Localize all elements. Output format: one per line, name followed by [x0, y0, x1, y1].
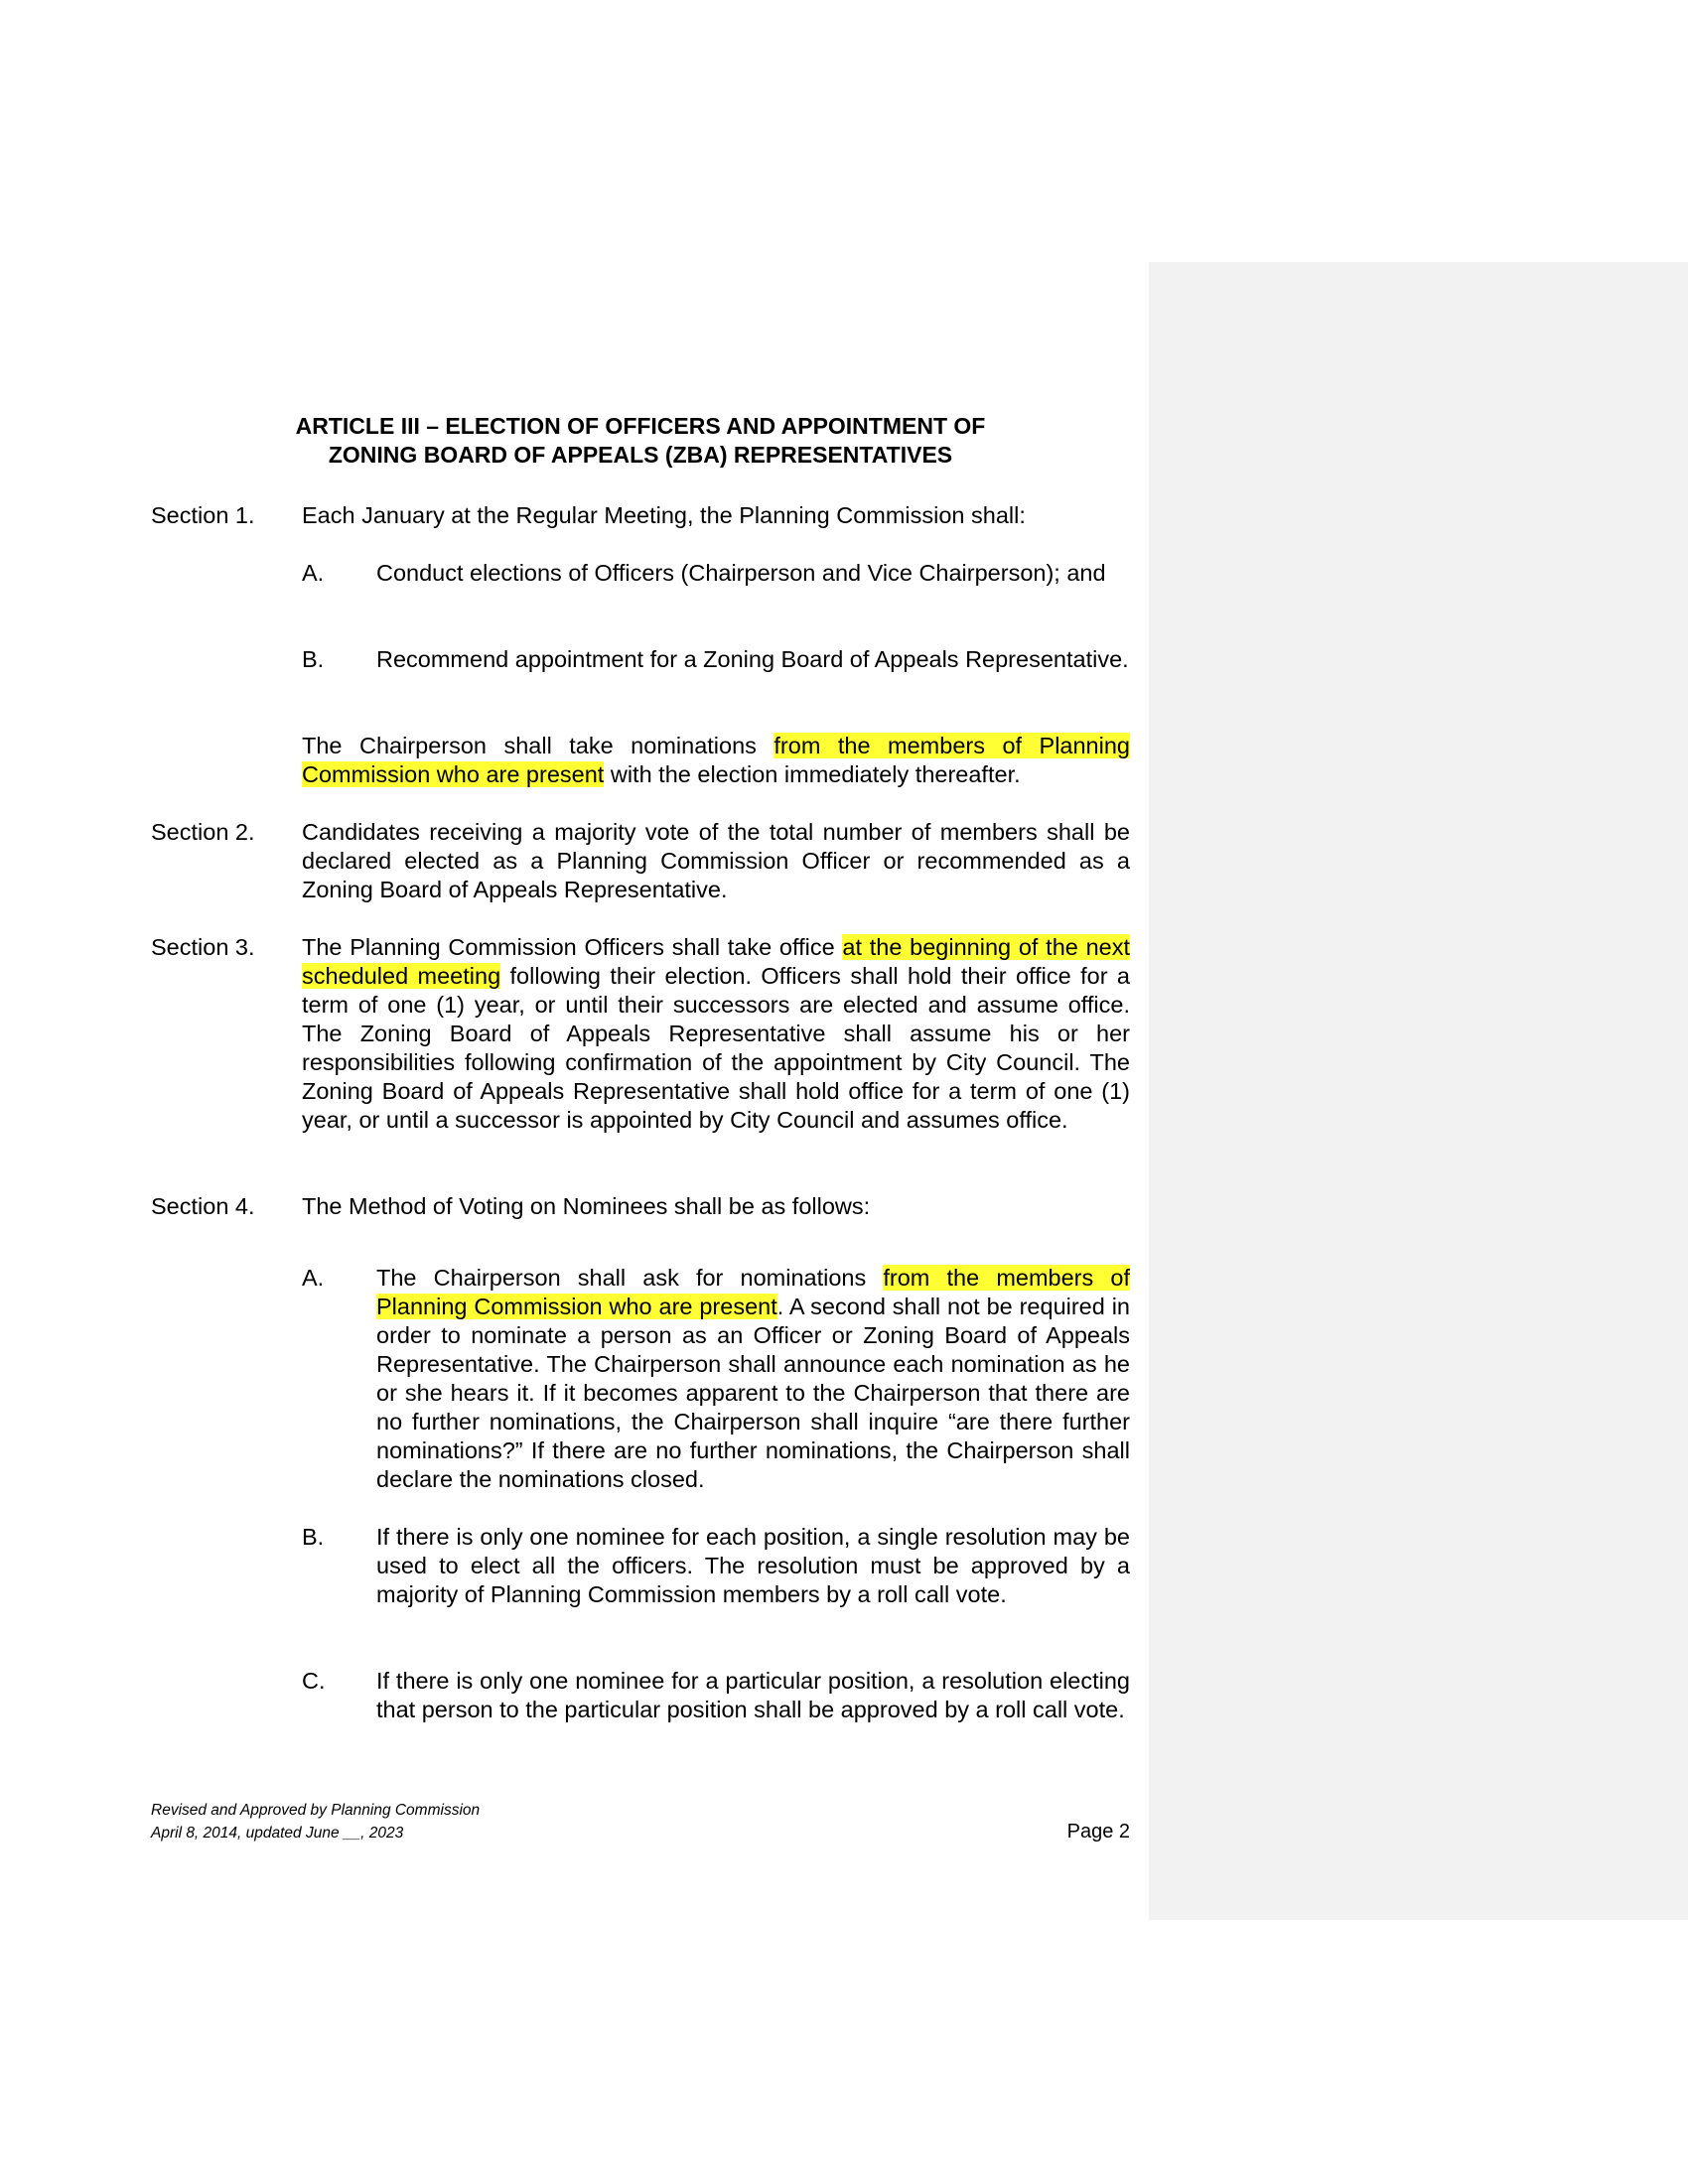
section-1-label: Section 1. — [151, 502, 255, 528]
article-title-line-1: ARTICLE III – ELECTION OF OFFICERS AND APPOINTMENT OF — [295, 413, 986, 439]
section-1-intro: Each January at the Regular Meeting, the Planning Commission shall: — [302, 502, 1026, 528]
section-3-label: Section 3. — [151, 934, 255, 960]
page-number: Page 2 — [1066, 1821, 1130, 1843]
section-4-item-b-text: If there is only one nominee for each position, a single resolution may be used to elect all the officers. The resolution must be approved by a majority of Planning Commission members by a roll call vote. — [376, 1524, 1130, 1607]
section-4-item-b-letter: B. — [302, 1524, 325, 1550]
section-2-text: Candidates receiving a majority vote of the total number of members shall be declared elected as a Planning Commission Officer or recommended as a Zoning Board of Appeals Representative. — [302, 819, 1130, 902]
section-1-item-a-text: Conduct elections of Officers (Chairperson and Vice Chairperson); and — [376, 560, 1106, 586]
section-3-text-start: The Planning Commission Officers shall take office — [302, 934, 843, 960]
section-4-item-a-text — [376, 1264, 1130, 1494]
section-4-item-a-end: . A second shall not be required in order to nominate a person as an Officer or Zoning Board of Appeals Representative. The Chairperson shall announce each nomination as he or she hears it. If it becomes apparent to the Chairperson that there are no further nominations, the Chairperson shall inquire “are there further nominations?” If there are no further nominations, the Chairperson shall declare the nominations closed. — [376, 1294, 1130, 1492]
section-3-text — [302, 933, 1130, 1135]
section-1-paragraph-start: The Chairperson shall take nominations — [302, 733, 774, 758]
section-1-paragraph — [302, 732, 1130, 789]
section-1-item-b-letter: B. — [302, 646, 325, 672]
section-1-item-b-text: Recommend appointment for a Zoning Board of Appeals Representative. — [376, 646, 1129, 672]
section-4-label: Section 4. — [151, 1193, 255, 1219]
section-1-item-a-letter: A. — [302, 560, 325, 586]
section-2-label: Section 2. — [151, 819, 255, 845]
article-title-line-2: ZONING BOARD OF APPEALS (ZBA) REPRESENTATIVES — [328, 442, 953, 468]
section-1-paragraph-end: with the election immediately thereafter. — [604, 761, 1021, 787]
section-4-item-c-text: If there is only one nominee for a particular position, a resolution electing that person to the particular position shall be approved by a roll call vote. — [376, 1668, 1130, 1722]
article-title — [151, 412, 1130, 470]
section-4-item-a-letter: A. — [302, 1265, 325, 1291]
footer-line-1: Revised and Approved by Planning Commission — [151, 1802, 481, 1819]
section-4-intro: The Method of Voting on Nominees shall be as follows: — [302, 1193, 871, 1219]
section-4-item-a-start: The Chairperson shall ask for nominations — [376, 1265, 884, 1291]
section-4-item-c-letter: C. — [302, 1668, 326, 1694]
section-1-highlight: from the members of Planning Commission who are present — [302, 733, 1130, 787]
footer-line-2: April 8, 2014, updated June __, 2023 — [151, 1825, 404, 1842]
section-3-highlight: at the beginning of the next scheduled meeting — [302, 934, 1130, 989]
section-3-text-end: following their election. Officers shall hold their office for a term of one (1) year, or until their successors are elected and assume office. The Zoning Board of Appeals Representative shall assume his or her responsibilities following confirmation of the appointment by City Council. The Zoning Board of Appeals Representative shall hold office for a term of one (1) year, or until a successor is appointed by City Council and assumes office. — [302, 963, 1130, 1133]
document-page — [151, 0, 1130, 2184]
comment-pane — [1149, 262, 1688, 1920]
section-4-highlight: from the members of Planning Commission who are present — [376, 1265, 1130, 1319]
footer-revision-note — [151, 1799, 480, 1844]
